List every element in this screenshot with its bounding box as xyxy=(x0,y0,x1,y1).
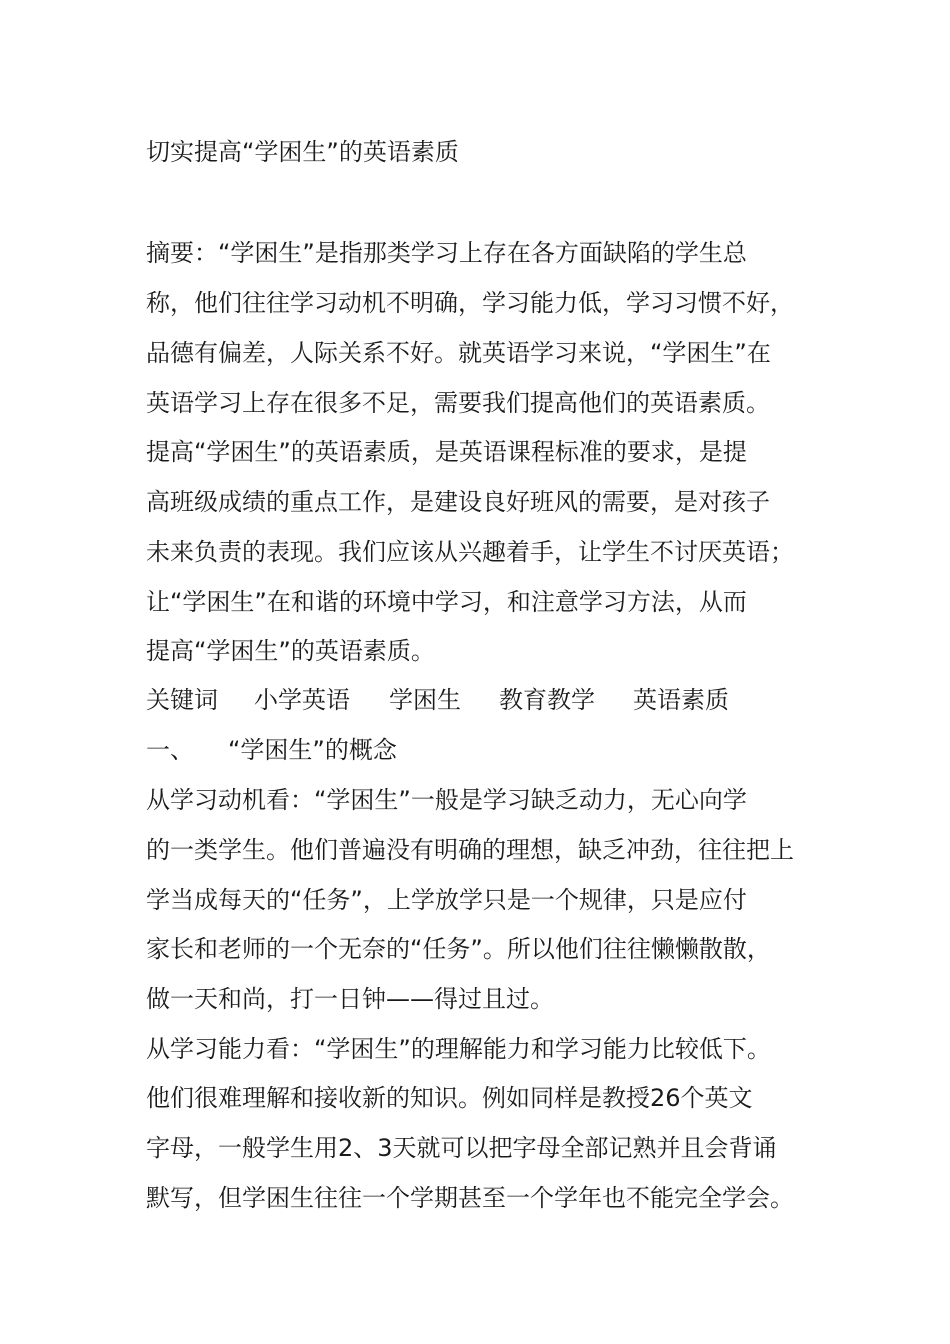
abstract-line: 提高“学困生”的英语素质，是英语课程标准的要求，是提 xyxy=(146,438,747,466)
abstract-line: 摘要：“学困生”是指那类学习上存在各方面缺陷的学生总 xyxy=(146,239,747,267)
keywords-label: 关键词 xyxy=(146,686,218,714)
keywords-row xyxy=(146,680,729,715)
body-line: 学当成每天的“任务”，上学放学只是一个规律，只是应付 xyxy=(146,886,747,914)
abstract-line: 品德有偏差，人际关系不好。就英语学习来说，“学困生”在 xyxy=(146,339,771,367)
abstract-line: 称，他们往往学习动机不明确，学习能力低，学习习惯不好， xyxy=(146,289,794,317)
section-title: “学困生”的概念 xyxy=(228,736,397,764)
abstract-line: 未来负责的表现。我们应该从兴趣着手，让学生不讨厌英语； xyxy=(146,538,794,566)
abstract-line: 让“学困生”在和谐的环境中学习，和注意学习方法，从而 xyxy=(146,588,747,616)
document-title: 切实提高“学困生”的英语素质 xyxy=(146,138,459,166)
keyword: 小学英语 xyxy=(254,686,350,714)
body-line: 做一天和尚，打一日钟——得过且过。 xyxy=(146,985,554,1013)
abstract-line: 英语学习上存在很多不足，需要我们提高他们的英语素质。 xyxy=(146,389,770,417)
keyword: 英语素质 xyxy=(633,686,729,714)
body-line: 的一类学生。他们普遍没有明确的理想，缺乏冲劲，往往把上 xyxy=(146,836,794,864)
body-line: 默写，但学困生往往一个学期甚至一个学年也不能完全学会。 xyxy=(146,1184,794,1212)
body-line: 字母，一般学生用2、3天就可以把字母全部记熟并且会背诵 xyxy=(146,1134,777,1162)
keyword: 学困生 xyxy=(389,686,461,714)
abstract-line: 高班级成绩的重点工作，是建设良好班风的需要，是对孩子 xyxy=(146,488,770,516)
body-line: 他们很难理解和接收新的知识。例如同样是教授26个英文 xyxy=(146,1084,753,1112)
abstract-line: 提高“学困生”的英语素质。 xyxy=(146,637,435,665)
body-line: 从学习动机看：“学困生”一般是学习缺乏动力，无心向学 xyxy=(146,786,747,814)
section-number: 一、 xyxy=(146,736,194,764)
section-heading xyxy=(146,730,397,765)
body-line: 从学习能力看：“学困生”的理解能力和学习能力比较低下。 xyxy=(146,1035,771,1063)
body-line: 家长和老师的一个无奈的“任务”。所以他们往往懒懒散散， xyxy=(146,935,771,963)
keyword: 教育教学 xyxy=(499,686,595,714)
